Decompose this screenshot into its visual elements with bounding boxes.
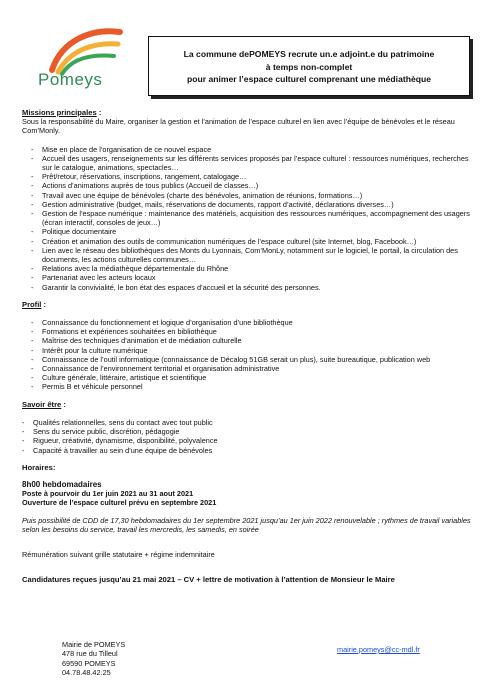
list-item: - Connaissance du fonctionnement et logique d’organisation d’une bibliothèque <box>31 318 477 327</box>
ouverture-text: Ouverture de l’espace culturel prévu en septembre 2021 <box>22 498 217 508</box>
phone-number: 04.78.48.42.25 <box>62 667 111 677</box>
list-item: - Création et animation des outils de communication numériques de l’espace culturel (site Internet, blog, Facebook…) <box>31 237 477 246</box>
candidatures-text: Candidatures reçues jusqu’au 21 mai 2021 – CV + lettre de motivation à l’attention de Monsieur le Maire <box>22 575 395 585</box>
list-item: - Actions d’animations auprès de tous publics (Accueil de classes…) <box>31 181 477 190</box>
list-item: - Qualités relationnelles, sens du contact avec tout public <box>22 418 477 427</box>
missions-intro: Sous la responsabilité du Maire, organiser la gestion et l’animation de l’espace culturel en lien avec l’équipe de bénévoles et le réseau Com’Monly. <box>22 117 455 136</box>
missions-heading: Missions principales : <box>22 108 102 117</box>
email-link[interactable]: mairie.pomeys@cc-mdl.fr <box>337 645 420 654</box>
list-item: - Formations et expériences souhaitées en bibliothèque <box>31 327 477 336</box>
cdd-text: Puis possibilité de CDD de 17,30 hebdomadaires du 1er septembre 2021 jusqu’au 1er juin 2022 renouvelable ; rythmes de travail variables selon les besoins du service, travail les mercredis, les samedis, en soirée <box>22 515 471 534</box>
job-title-box <box>148 36 470 96</box>
title-line-2: à temps non-complet <box>265 61 353 72</box>
list-item: - Intérêt pour la culture numérique <box>31 346 477 355</box>
list-item: - Prêt/retour, réservations, inscriptions, rangement, catalogage… <box>31 172 477 181</box>
address-line: 478 rue du Tilleul <box>62 649 118 659</box>
list-item: - Lien avec le réseau des bibliothèques des Monts du Lyonnais, Com’MonLy, notamment sur le logiciel, le portail, la circulation des documents, les actions culturelles communes… <box>31 246 477 264</box>
horaires-heading: Horaires: <box>22 462 56 472</box>
list-item: - Maîtrise des techniques d’animation et de médiation culturelle <box>31 336 477 345</box>
list-item: - Rigueur, créativité, dynamisme, disponibilité, polyvalence <box>22 436 477 445</box>
profil-list <box>22 318 477 392</box>
list-item: - Gestion administrative (budget, mails, réservations de documents, rapport d’activité, déclarations diverses…) <box>31 200 477 209</box>
logo-wordmark: Pomeys <box>38 70 103 89</box>
hours-text: 8h00 hebdomadaires <box>22 479 102 489</box>
list-item: - Relations avec la médiathèque départementale du Rhône <box>31 264 477 273</box>
title-line-1: La commune dePOMEYS recrute un.e adjoint.e du patrimoine <box>183 49 435 59</box>
savoir-etre-list <box>22 418 477 455</box>
list-item: - Gestion de l’espace numérique : maintenance des matériels, acquisition des ressources numériques, accompagnement des usagers (écran interactif, consoles de jeux…) <box>31 209 477 227</box>
list-item: - Travail avec une équipe de bénévoles (charte des bénévoles, animation de réunions, formations…) <box>31 191 477 200</box>
list-item: - Politique documentaire <box>31 227 477 236</box>
list-item: - Connaissance de l’environnement territorial et organisation administrative <box>31 364 477 373</box>
list-item: - Culture générale, littéraire, artistique et scientifique <box>31 373 477 382</box>
list-item: - Mise en place de l’organisation de ce nouvel espace <box>31 145 477 154</box>
list-item: - Capacité à travailler au sein d’une équipe de bénévoles <box>22 446 477 455</box>
address-line: 69590 POMEYS <box>62 658 116 668</box>
savoir-etre-heading: Savoir être : <box>22 399 66 409</box>
list-item: - Garantir la convivialité, le bon état des espaces d’accueil et la sécurité des personnes. <box>31 283 477 292</box>
title-line-3: pour animer l’espace culturel comprenant une médiathèque <box>186 74 432 84</box>
profil-heading: Profil : <box>22 299 47 309</box>
remuneration-text: Rémunération suivant grille statutaire + régime indemnitaire <box>22 549 215 559</box>
list-item: - Connaissance de l’outil informatique (connaissance de Décalog 51GB serait un plus), suite bureautique, publication web <box>31 355 477 364</box>
list-item: - Sens du service public, discrétion, pédagogie <box>22 427 477 436</box>
mairie-address <box>62 640 125 677</box>
address-line: Mairie de POMEYS <box>62 640 126 649</box>
list-item: - Partenariat avec les acteurs locaux <box>31 273 477 282</box>
list-item: - Permis B et véhicule personnel <box>31 382 477 391</box>
document-body <box>22 108 477 584</box>
missions-list <box>22 145 477 292</box>
list-item: - Accueil des usagers, renseignements sur les différents services proposés par l’espace culturel : ressources numériques, recherches sur le catalogue, animations, spectacles… <box>31 154 477 172</box>
poste-dates: Poste à pourvoir du 1er juin 2021 au 31 aout 2021 <box>22 489 194 499</box>
